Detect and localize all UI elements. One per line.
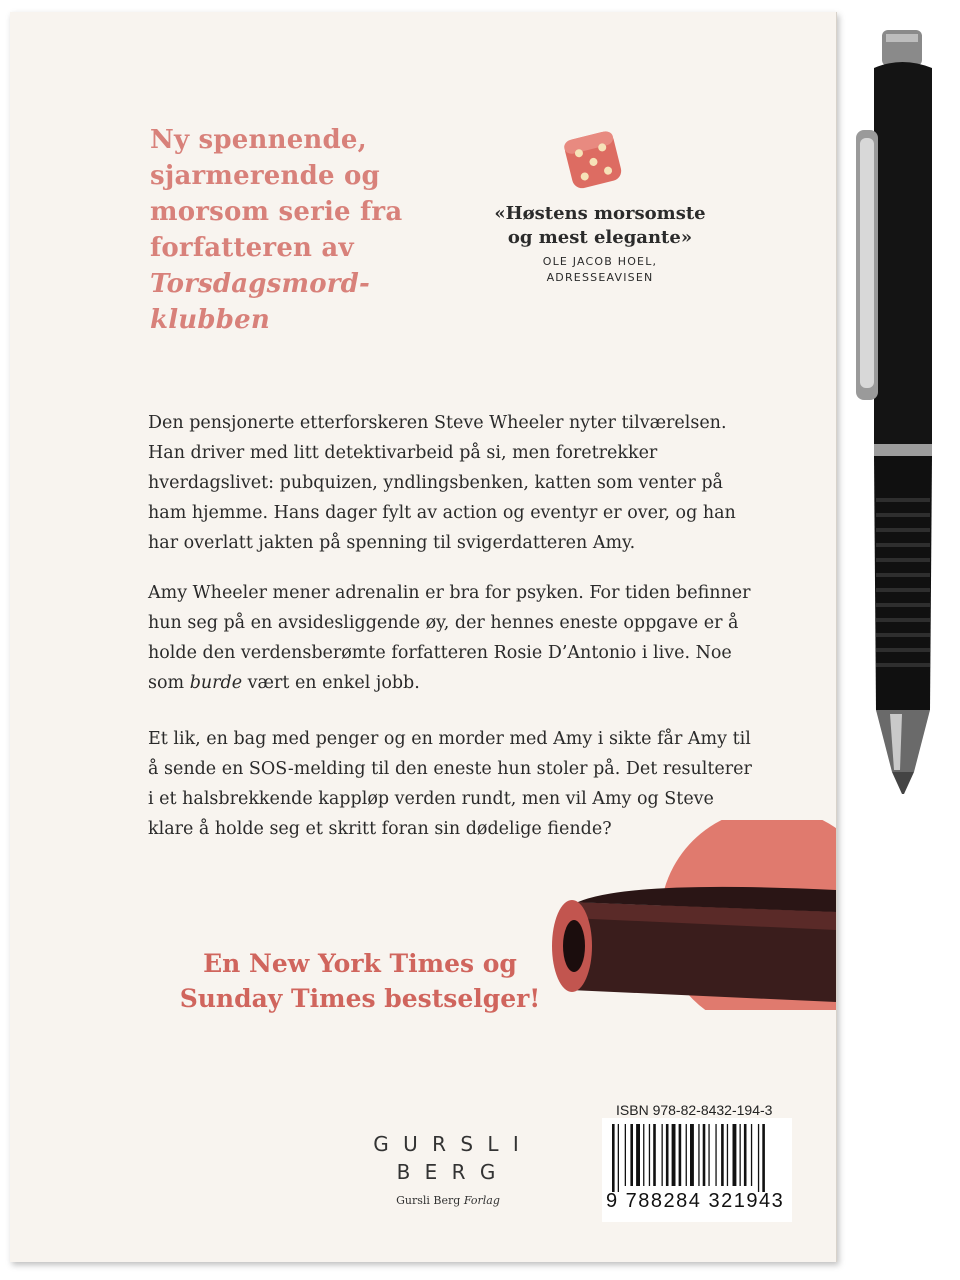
bestseller-line: En New York Times og — [203, 949, 517, 978]
barcode-bar — [653, 1124, 656, 1186]
barcode-digits: 9 788284 321943 — [606, 1190, 785, 1212]
barcode-bar — [740, 1124, 741, 1186]
tagline-book-title: Torsdagsmord- — [150, 269, 371, 299]
tagline-book-title: klubben — [150, 305, 270, 335]
barcode-bar — [721, 1124, 724, 1186]
blurb-paragraph-3: Et lik, en bag med penger og en morder med Amy i sikte får Amy til å sende en SOS-melding til den eneste hun stoler på. Det resulterer i et halsbrekkende kappløp verden rundt, men vil Amy og Steve klare å holde seg et skritt foran sin dødelige fiende? — [148, 729, 752, 839]
barcode-bar — [686, 1124, 687, 1186]
barcode-bar — [703, 1124, 706, 1186]
tagline-line: morsom serie fra — [150, 197, 403, 227]
barcode-bar — [758, 1124, 759, 1192]
blurb-paragraph-2-end: vært en enkel jobb. — [242, 673, 420, 693]
barcode-bar — [762, 1124, 765, 1192]
barcode-bar — [744, 1124, 747, 1186]
barcode-bar — [727, 1124, 728, 1186]
barcode-bars — [606, 1124, 788, 1192]
tagline — [150, 122, 410, 338]
review-quote — [480, 202, 720, 286]
barcode-bar — [679, 1124, 682, 1186]
barcode-bar — [690, 1124, 694, 1186]
blurb-paragraph-2-text: Amy Wheeler mener adrenalin er bra for psyken. For tiden befinner hun seg på en avsidesliggende øy, der hennes eneste oppgave er å holde den verdensberømte forfatteren Rosie D’Antonio i live. Noe som — [148, 583, 751, 693]
review-source-name: OLE JACOB HOEL, — [542, 255, 658, 268]
barcode-bar — [751, 1124, 752, 1186]
review-source-paper: ADRESSEAVISEN — [546, 271, 654, 284]
blurb-emphasis: burde — [189, 673, 243, 693]
gun-barrel-illustration — [550, 820, 836, 1010]
barcode-bar — [643, 1124, 644, 1186]
publisher-logo-row: B E R G — [396, 1160, 500, 1184]
barcode-bar — [715, 1124, 716, 1186]
barcode-bar — [733, 1124, 737, 1186]
tagline-line: Ny spennende, — [150, 125, 367, 155]
barcode — [602, 1118, 792, 1222]
ballpoint-pen — [840, 20, 950, 800]
review-quote-text: «Høstens morsomste og mest elegante» — [494, 203, 706, 248]
dice-icon — [559, 126, 627, 194]
barcode-bar — [630, 1124, 633, 1186]
barcode-bar — [625, 1124, 626, 1186]
barcode-bar — [612, 1124, 615, 1192]
barcode-bar — [649, 1124, 650, 1186]
bestseller-heading — [170, 946, 550, 1016]
publisher-name-text: Gursli Berg — [396, 1194, 461, 1207]
barcode-bar — [666, 1124, 669, 1186]
publisher-name-italic: Forlag — [463, 1194, 500, 1207]
bestseller-line: Sunday Times bestselger! — [179, 984, 541, 1013]
blurb-paragraph-1: Den pensjonerte etterforskeren Steve Wheeler nyter tilværelsen. Han driver med litt detektivarbeid på si, men foretrekker hverdagslivet: pubquizen, yndlingsbenken, katten som venter på ham hjemme. Hans dager fylt av action og eventyr er over, og han har overlatt jakten på spenning til svigerdatteren Amy. — [148, 413, 736, 553]
publisher-logo — [358, 1130, 538, 1207]
book-back-cover — [10, 12, 837, 1262]
barcode-bar — [708, 1124, 709, 1186]
tagline-line: sjarmerende og — [150, 161, 380, 191]
barcode-bar — [698, 1124, 699, 1186]
blurb-paragraph-2 — [148, 578, 760, 698]
tagline-line: forfatteren av — [150, 233, 354, 263]
barcode-bar — [636, 1124, 640, 1186]
barcode-bar — [662, 1124, 663, 1186]
barcode-bar — [618, 1124, 619, 1192]
publisher-logo-row: G U R S L I — [373, 1132, 523, 1156]
isbn-label: ISBN 978-82-8432-194-3 — [616, 1102, 773, 1118]
barcode-bar — [672, 1124, 676, 1186]
publisher-name — [358, 1194, 538, 1207]
